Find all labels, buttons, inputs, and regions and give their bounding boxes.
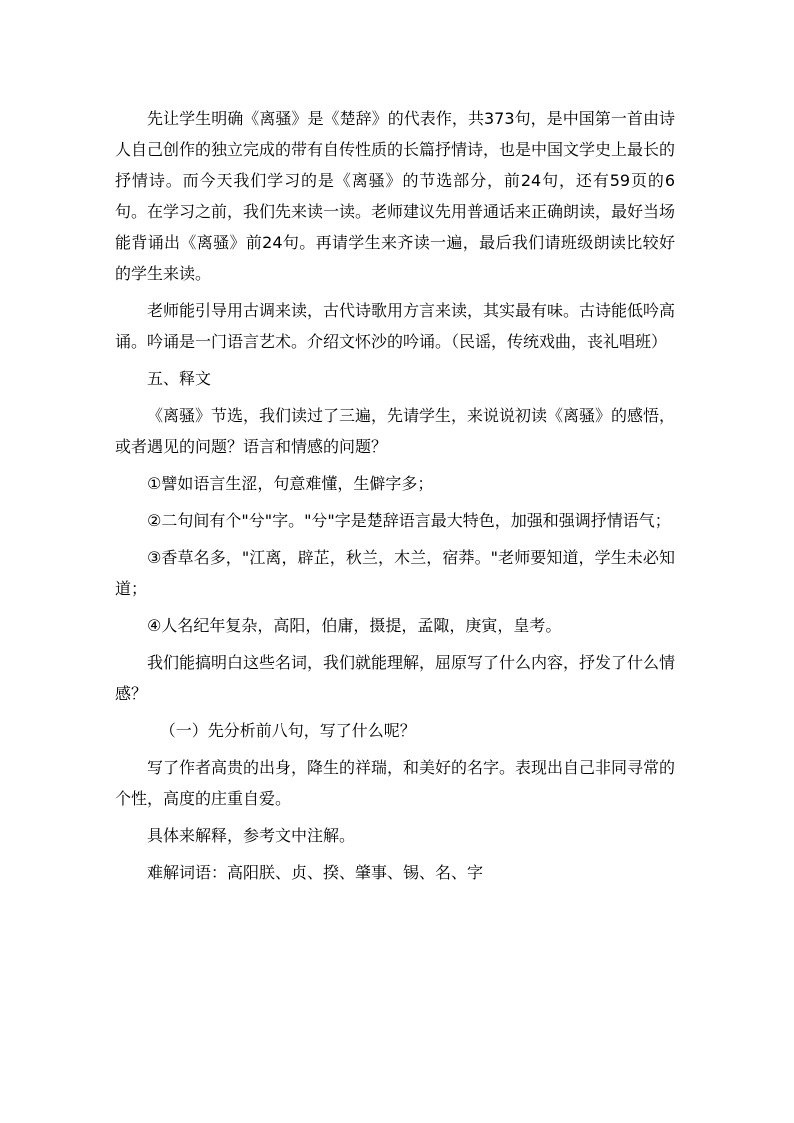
list-item-language: ①譬如语言生涩，句意难懂，生僻字多； — [147, 474, 434, 493]
paragraph-understanding: 我们能搞明白这些名词，我们就能理解，屈原写了什么内容，抒发了什么情感？ — [115, 653, 676, 703]
paragraph-chanting: 老师能引导用古调来读，古代诗歌用方言来读，其实最有味。古诗能低吟高诵。吟诵是一门语言艺术。介绍文怀沙的吟诵。（民谣，传统戏曲，丧礼唱班） — [115, 301, 676, 351]
document-body — [115, 103, 675, 888]
paragraph-analysis: 写了作者高贵的出身，降生的祥瑞，和美好的名字。表现出自己非同寻常的个性，高度的庄重自爱。 — [115, 758, 676, 808]
paragraph-refer-notes: 具体来解释，参考文中注解。 — [147, 826, 356, 845]
list-item-names-dates: ④人名纪年复杂，高阳，伯庸，摄提，孟陬，庚寅，皇考。 — [147, 616, 562, 635]
subsection-heading-first-eight: （一）先分析前八句，写了什么呢？ — [159, 721, 416, 740]
paragraph-intro: 先让学生明确《离骚》是《楚辞》的代表作，共373句，是中国第一首由诗人自己创作的独立完成的带有自传性质的长篇抒情诗，也是中国文学史上最长的抒情诗。而今天我们学习的是《离骚》的节选部分，前24句，还有59页的6句。在学习之前，我们先来读一读。老师建议先用普通话来正确朗读，最好当场能背诵出《离骚》前24句。再请学生来齐读一遍，最后我们请班级朗读比较好的学生来读。 — [115, 109, 676, 283]
paragraph-first-impressions: 《离骚》节选，我们读过了三遍，先请学生，来说说初读《离骚》的感悟，或者遇见的问题？语言和情感的问题？ — [115, 406, 676, 456]
list-item-herb-names: ③香草名多，"江离，辟芷，秋兰，木兰，宿莽。"老师要知道，学生未必知道； — [115, 548, 675, 598]
section-heading-explanation: 五、释文 — [147, 369, 212, 388]
list-item-xi-character: ②二句间有个"兮"字。"兮"字是楚辞语言最大特色，加强和强调抒情语气； — [147, 511, 671, 530]
paragraph-difficult-words: 难解词语：高阳朕、贞、揆、肇事、锡、名、字 — [147, 863, 484, 882]
